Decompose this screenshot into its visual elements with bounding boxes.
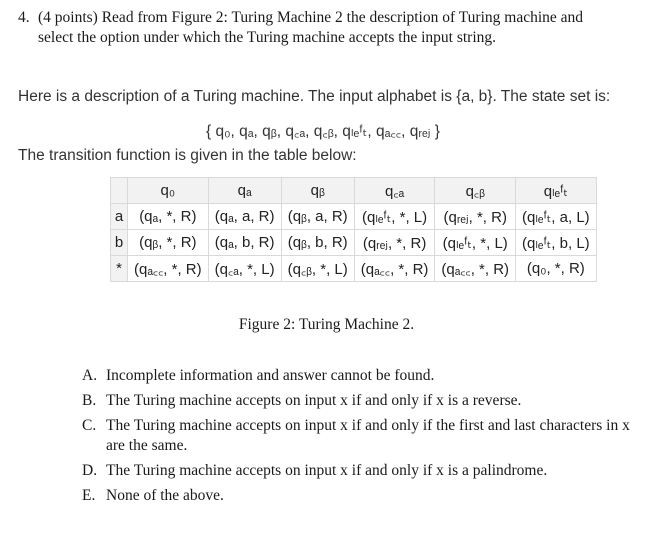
question-number: 4.: [18, 9, 30, 26]
table-header-q0: q₀: [128, 178, 209, 204]
table-header-qca: q꜀ₐ: [354, 178, 435, 204]
option-text: Incomplete information and answer cannot be found.: [106, 367, 435, 384]
option-text: The Turing machine accepts on input x if and only if the first and last characters in x are the same.: [106, 417, 630, 454]
table-header-row: [111, 178, 597, 204]
table-cell: (q꜀ᵦ, *, L): [281, 256, 354, 282]
table-cell: (qₗₑᶠₜ, a, L): [516, 204, 597, 230]
option-text: The Turing machine accepts on input x if and only if x is a reverse.: [106, 392, 522, 409]
option-letter: E.: [82, 487, 96, 504]
option-a[interactable]: [82, 366, 642, 386]
table-row: [111, 230, 597, 256]
table-cell: (qᵦ, b, R): [281, 230, 354, 256]
figure-caption: Figure 2: Turing Machine 2.: [238, 316, 415, 333]
table-header-qa: qₐ: [208, 178, 281, 204]
question-prompt-2: select the option under which the Turing machine accepts the input string.: [38, 29, 497, 46]
option-letter: C.: [82, 417, 97, 434]
question-prompt-1: (4 points) Read from Figure 2: Turing Machine 2 the description of Turing machine and: [38, 9, 584, 26]
table-cell: (q₀, *, R): [516, 256, 597, 282]
table-cell: (q꜀ₐ, *, L): [208, 256, 281, 282]
table-cell: (qₐ, *, R): [128, 204, 209, 230]
option-text: None of the above.: [106, 487, 224, 504]
option-e[interactable]: [82, 486, 642, 506]
table-header-qcb: q꜀ᵦ: [435, 178, 516, 204]
table-cell: (qₐ, a, R): [208, 204, 281, 230]
table-corner-cell: [111, 178, 128, 204]
option-b[interactable]: [82, 391, 642, 411]
answer-options: [82, 366, 642, 511]
option-letter: D.: [82, 462, 98, 479]
row-label-b: b: [111, 230, 128, 256]
table-cell: (qᵦ, *, R): [128, 230, 209, 256]
option-c[interactable]: [82, 416, 642, 456]
table-cell: (qᵦ, a, R): [281, 204, 354, 230]
row-label-blank: *: [111, 256, 128, 282]
table-row: [111, 256, 597, 282]
option-d[interactable]: [82, 461, 642, 481]
table-cell: (qₗₑᶠₜ, b, L): [516, 230, 597, 256]
table-cell: (qₐ, b, R): [208, 230, 281, 256]
question-line-1: [18, 8, 643, 28]
table-cell: (qᵣₑⱼ, *, R): [435, 204, 516, 230]
question-text: [18, 8, 643, 48]
state-set: { q₀, qₐ, qᵦ, q꜀ₐ, q꜀ᵦ, qₗₑᶠₜ, qₐ꜀꜀, qᵣₑⱼ }: [206, 123, 440, 140]
table-cell: (qₐ꜀꜀, *, R): [128, 256, 209, 282]
table-header-qb: qᵦ: [281, 178, 354, 204]
table-row: [111, 204, 597, 230]
table-cell: (qₐ꜀꜀, *, R): [435, 256, 516, 282]
option-letter: B.: [82, 392, 97, 409]
row-label-a: a: [111, 204, 128, 230]
option-text: The Turing machine accepts on input x if and only if x is a palindrome.: [106, 462, 548, 479]
description-intro: Here is a description of a Turing machine. The input alphabet is {a, b}. The state set is:: [18, 88, 611, 105]
table-header-qleft: qₗₑᶠₜ: [516, 178, 597, 204]
transition-table: [110, 177, 597, 282]
description-table-intro: The transition function is given in the table below:: [18, 147, 357, 164]
option-letter: A.: [82, 367, 98, 384]
table-cell: (qᵣₑⱼ, *, R): [354, 230, 435, 256]
table-cell: (qₗₑᶠₜ, *, L): [354, 204, 435, 230]
table-cell: (qₐ꜀꜀, *, R): [354, 256, 435, 282]
table-cell: (qₗₑᶠₜ, *, L): [435, 230, 516, 256]
